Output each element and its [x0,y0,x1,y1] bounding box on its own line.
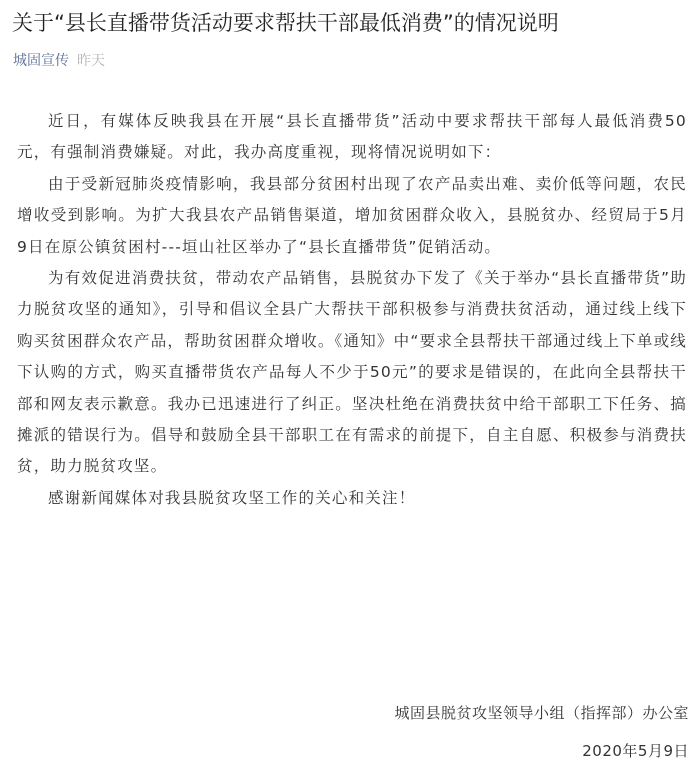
source-account-link[interactable]: 城固宣传 [13,53,69,69]
publish-date: 昨天 [77,53,105,69]
signature-date: 2020年5月9日 [582,742,689,760]
article-meta [13,51,105,71]
signature: 城固县脱贫攻坚领导小组（指挥部）办公室 [394,704,689,722]
article-title: 关于“县长直播带货活动要求帮扶干部最低消费”的情况说明 [12,11,559,35]
paragraph-background: 由于受新冠肺炎疫情影响，我县部分贫困村出现了农产品卖出难、卖价低等问题，农民增收受到影响。为扩大我县农产品销售渠道，增加贫困群众收入，县脱贫办、经贸局于5月9日在原公镇贫困村---垣山社区举办了“县长直播带货”促销活动。 [17,174,687,256]
paragraph-notice: 为有效促进消费扶贫，带动农产品销售，县脱贫办下发了《关于举办“县长直播带货”助力脱贫攻坚的通知》，引导和倡议全县广大帮扶干部积极参与消费扶贫活动，通过线上线下购买贫困群众农产品，帮助贫困群众增收。《通知》中“要求全县帮扶干部通过线上下单或线下认购的方式，购买直播带货农产品每人不少于50元”的要求是错误的，在此向全县帮扶干部和网友表示歉意。我办已迅速进行了纠正。坚决杜绝在消费扶贫中给干部职工下任务、搞摊派的错误行为。倡导和鼓励全县干部职工在有需求的前提下，自主自愿、积极参与消费扶贫，助力脱贫攻坚。 [17,269,687,476]
paragraph-thanks: 感谢新闻媒体对我县脱贫攻坚工作的关心和关注！ [48,488,416,507]
paragraph-intro: 近日，有媒体反映我县在开展“县长直播带货”活动中要求帮扶干部每人最低消费50元，有强制消费嫌疑。对此，我办高度重视，现将情况说明如下： [17,112,687,162]
article-body [17,106,687,514]
